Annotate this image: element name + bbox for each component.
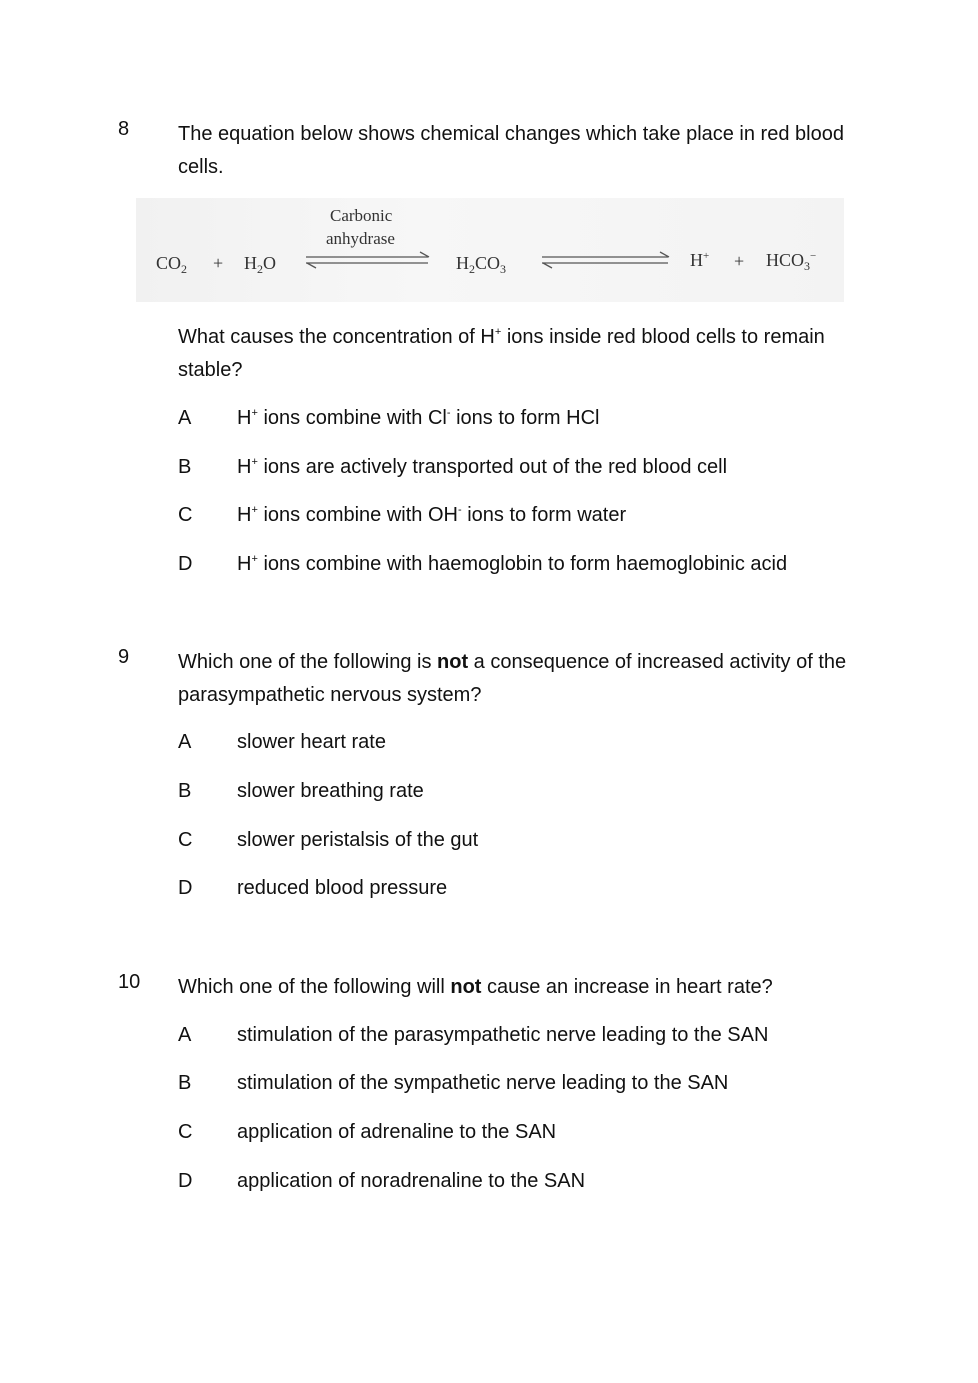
- option-letter: C: [178, 829, 193, 851]
- equilibrium-arrow-2: [540, 250, 672, 272]
- option-letter: A: [178, 731, 192, 753]
- option-letter: D: [178, 877, 193, 899]
- question-8-stem: The equation below shows chemical changes which take place in red blood cells.: [178, 123, 844, 178]
- q8-option-d[interactable]: D H+ ions combine with haemoglobin to form haemoglobinic acid: [178, 549, 787, 579]
- question-number-10: 10: [118, 971, 141, 993]
- option-letter: D: [178, 553, 193, 575]
- q9-option-b[interactable]: B slower breathing rate: [178, 776, 424, 806]
- formula-h2o: $H_2O$: [244, 253, 276, 276]
- q8-option-b[interactable]: B H+ ions are actively transported out of the red blood cell: [178, 452, 727, 482]
- formula-hco3: $HCO_3^-$: [766, 250, 817, 273]
- q9-option-c[interactable]: C slower peristalsis of the gut: [178, 825, 478, 855]
- question-8-prompt: What causes the concentration of H+ ions inside red blood cells to remain stable?: [178, 326, 825, 381]
- option-letter: B: [178, 456, 192, 478]
- option-letter: A: [178, 1024, 192, 1046]
- enzyme-label-line2: anhydrase: [326, 229, 395, 248]
- option-letter: C: [178, 1121, 193, 1143]
- formula-co2: $CO_2$: [156, 253, 188, 276]
- q10-option-c[interactable]: C application of adrenaline to the SAN: [178, 1117, 556, 1147]
- question-10-stem: Which one of the following will not cause an increase in heart rate?: [178, 976, 773, 998]
- q9-option-a[interactable]: A slower heart rate: [178, 727, 386, 757]
- option-letter: B: [178, 780, 192, 802]
- option-letter: C: [178, 504, 193, 526]
- option-letter: B: [178, 1072, 192, 1094]
- q10-option-b[interactable]: B stimulation of the sympathetic nerve leading to the SAN: [178, 1068, 728, 1098]
- question-9-stem: Which one of the following is not a consequence of increased activity of the parasympathetic nervous system?: [178, 651, 847, 706]
- question-number-9: 9: [118, 646, 130, 668]
- formula-h-plus: H+: [690, 250, 710, 270]
- formula-h2co3: $H_2CO_3$: [456, 253, 507, 276]
- q10-option-a[interactable]: A stimulation of the parasympathetic nerve leading to the SAN: [178, 1020, 768, 1050]
- question-number-8: 8: [118, 118, 130, 140]
- plus-sign-1: +: [213, 253, 224, 273]
- chemical-equation: [136, 198, 844, 302]
- q8-option-a[interactable]: A H+ ions combine with Cl- ions to form HCl: [178, 403, 599, 433]
- q8-option-c[interactable]: C H+ ions combine with OH- ions to form water: [178, 500, 626, 530]
- equilibrium-arrow-1: [304, 250, 432, 272]
- q10-option-d[interactable]: D application of noradrenaline to the SAN: [178, 1166, 585, 1196]
- option-letter: A: [178, 407, 192, 429]
- enzyme-label-line1: Carbonic: [330, 206, 393, 225]
- plus-sign-2: +: [734, 251, 745, 271]
- q9-option-d[interactable]: D reduced blood pressure: [178, 873, 447, 903]
- option-letter: D: [178, 1170, 193, 1192]
